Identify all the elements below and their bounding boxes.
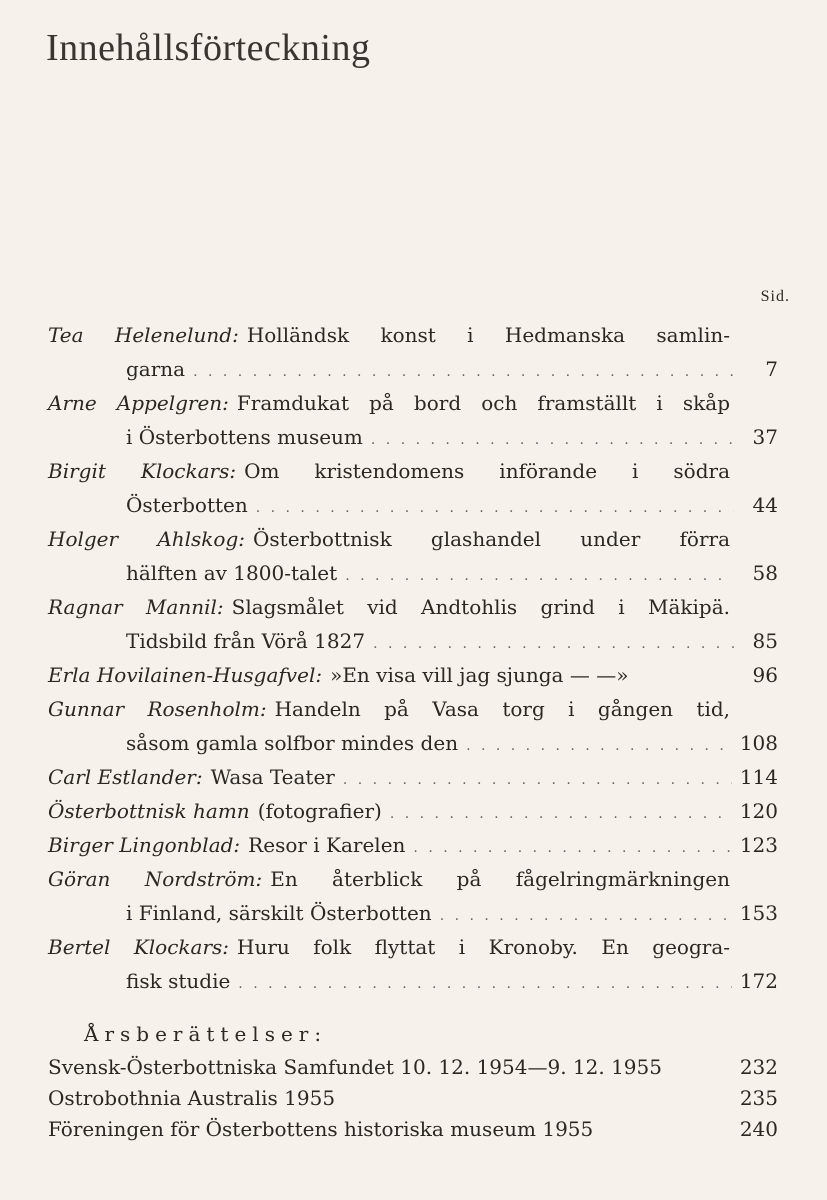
leader-dots	[371, 423, 734, 457]
entry-page: 153	[739, 901, 778, 925]
entry-author: Erla Hovilainen-Husgafvel:	[48, 663, 323, 687]
leader-dots	[373, 627, 734, 661]
leader-dots	[193, 355, 734, 389]
annual-reports-heading: Årsberättelser:	[84, 1022, 328, 1046]
entry-title: Framdukat på bord och framställt i skåp	[236, 391, 731, 415]
toc-entry	[48, 862, 778, 930]
entry-title: Om kristendomens införande i södra	[244, 459, 731, 483]
toc-entry	[48, 658, 778, 692]
entry-title: Slagsmålet vid Andtohlis grind i Mäkipä.	[231, 595, 730, 619]
leader-dots	[256, 491, 734, 525]
leader-dots	[390, 797, 732, 831]
entry-title-cont: fisk studie	[126, 969, 231, 993]
toc-entry	[48, 794, 778, 828]
entry-page: 120	[739, 799, 778, 823]
entry-author: Gunnar Rosenholm:	[48, 697, 267, 721]
annual-report-item	[48, 1114, 778, 1145]
leader-dots	[343, 763, 732, 797]
page-title: Innehållsförteckning	[46, 27, 371, 69]
entry-title: »En visa vill jag sjunga — —»	[330, 663, 629, 687]
entry-title: Holländsk konst i Hedmanska samlin-	[246, 323, 730, 347]
annual-report-title: Svensk-Österbottniska Samfundet 10. 12. 1954—9. 12. 1955	[48, 1055, 662, 1079]
leader-dots	[345, 559, 734, 593]
entry-page: 85	[752, 629, 778, 653]
entry-title: Handeln på Vasa torg i gången tid,	[274, 697, 731, 721]
entry-page: 7	[765, 357, 778, 381]
leader-dots	[413, 831, 731, 865]
entry-page: 123	[739, 833, 778, 857]
annual-report-item	[48, 1083, 778, 1114]
entry-title: Resor i Karelen	[248, 833, 406, 857]
toc-entry	[48, 828, 778, 862]
toc-entry	[48, 590, 778, 658]
entry-title: Wasa Teater	[210, 765, 335, 789]
entry-page: 172	[739, 969, 778, 993]
toc-entry	[48, 522, 778, 590]
annual-report-page: 240	[739, 1117, 778, 1141]
entry-author: Tea Helenelund:	[48, 323, 239, 347]
entry-title-cont: Österbotten	[126, 493, 248, 517]
entry-page: 96	[752, 663, 778, 687]
entry-page: 37	[752, 425, 778, 449]
annual-report-title: Föreningen för Österbottens historiska museum 1955	[48, 1117, 594, 1141]
entry-title-cont: såsom gamla solfbor mindes den	[126, 731, 459, 755]
entry-page: 44	[752, 493, 778, 517]
entry-author: Arne Appelgren:	[48, 391, 229, 415]
entry-title: (fotografier)	[257, 799, 382, 823]
entry-author: Carl Estlander:	[48, 765, 203, 789]
annual-reports-list	[48, 1052, 778, 1145]
leader-dots	[238, 967, 732, 1001]
page-column-label: Sid.	[760, 288, 790, 305]
entry-author: Göran Nordström:	[48, 867, 263, 891]
toc-list	[48, 318, 778, 1145]
toc-entry	[48, 386, 778, 454]
entry-page: 108	[739, 731, 778, 755]
entry-author: Ragnar Mannil:	[48, 595, 224, 619]
entry-title-cont: hälften av 1800-talet	[126, 561, 338, 585]
entry-title: Huru folk flyttat i Kronoby. En geogra-	[237, 935, 731, 959]
leader-dots	[466, 729, 732, 763]
toc-entry	[48, 692, 778, 760]
annual-report-page: 235	[739, 1086, 778, 1110]
entry-author: Birger Lingonblad:	[48, 833, 241, 857]
annual-report-page: 232	[739, 1055, 778, 1079]
annual-report-item	[48, 1052, 778, 1083]
entry-author: Birgit Klockars:	[48, 459, 237, 483]
annual-report-title: Ostrobothnia Australis 1955	[48, 1086, 336, 1110]
entry-author: Bertel Klockars:	[48, 935, 230, 959]
toc-entry	[48, 318, 778, 386]
entry-page: 114	[739, 765, 778, 789]
toc-entry	[48, 930, 778, 998]
entry-author: Österbottnisk hamn	[48, 799, 250, 823]
entry-title-cont: Tidsbild från Vörå 1827	[126, 629, 366, 653]
leader-dots	[440, 899, 732, 933]
entry-title-cont: i Finland, särskilt Österbotten	[126, 901, 432, 925]
entry-title-cont: garna	[126, 357, 186, 381]
entry-title: En återblick på fågelringmärkningen	[270, 867, 730, 891]
entry-author: Holger Ahlskog:	[48, 527, 246, 551]
entry-title-cont: i Österbottens museum	[126, 425, 363, 449]
toc-entry	[48, 760, 778, 794]
entry-title: Österbottnisk glashandel under förra	[253, 527, 730, 551]
toc-entry	[48, 454, 778, 522]
entry-page: 58	[752, 561, 778, 585]
